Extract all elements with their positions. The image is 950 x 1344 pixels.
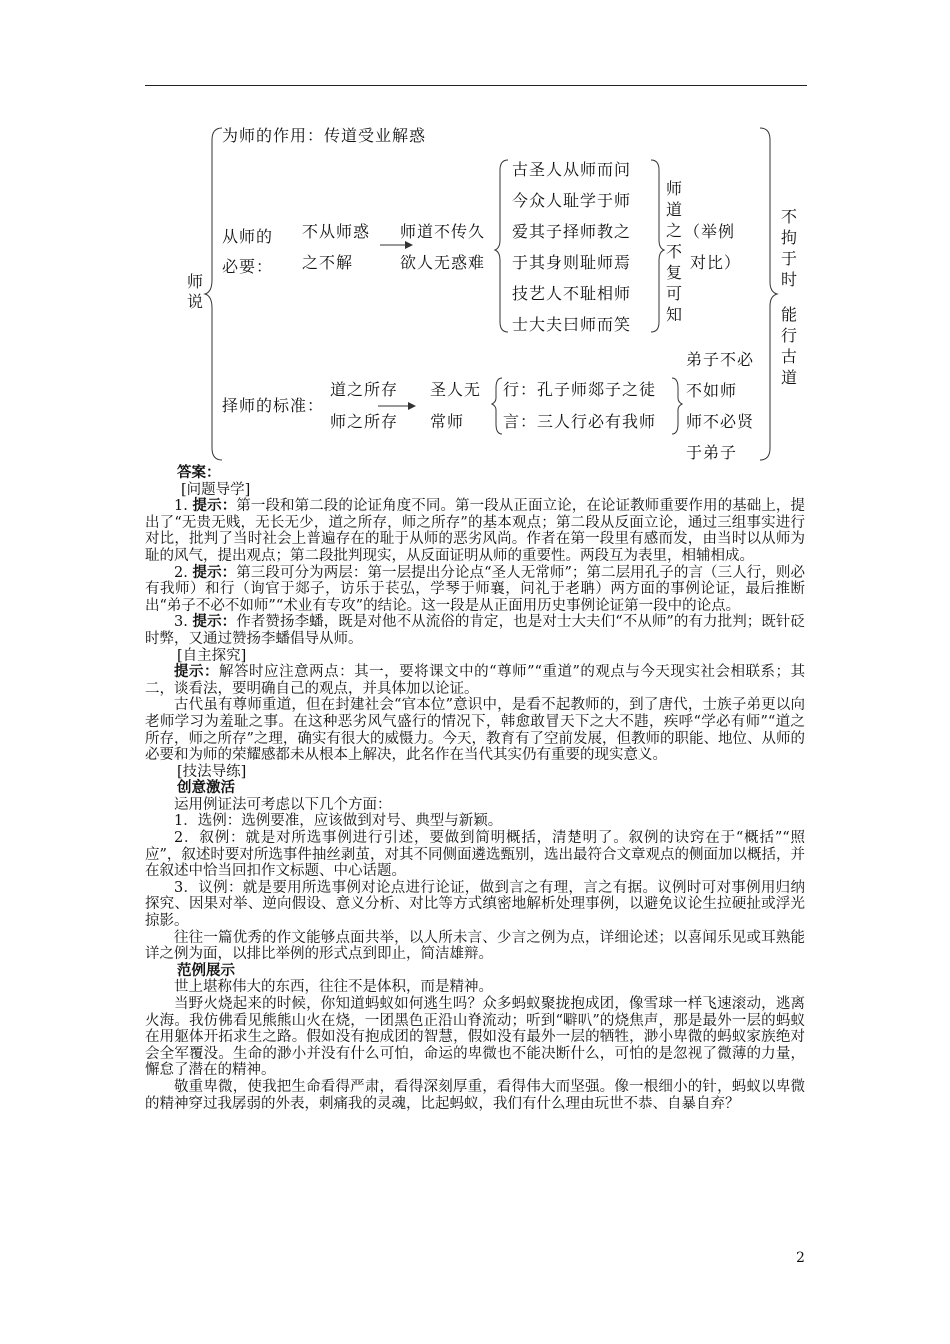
answer-3-number: 3. <box>174 614 193 631</box>
answer-3 <box>145 614 805 647</box>
sage-1: 圣人无 <box>430 380 482 399</box>
technique-3: 3．议例：就是要用所选事例对论点进行论证，做到言之有理，言之有据。议例时可对事例用归纳探究、因果对举、逆向假设、意义分析、对比等方式缜密地解析处理事例，以避免议论生拉硬扯或浮光掠影。 <box>145 879 805 930</box>
answer-2-hint: 提示： <box>192 563 237 581</box>
role-text: 为师的作用：传道受业解惑 <box>222 126 427 145</box>
subsection-title-activate: 创意激活 <box>177 779 235 797</box>
sage-2: 常师 <box>430 412 465 431</box>
root-label: 师说 <box>186 272 203 311</box>
answer-3-hint: 提示： <box>192 613 237 631</box>
necessity-label: 从师的必要： <box>222 227 274 276</box>
not-follow-2: 之不解 <box>302 253 354 272</box>
disciple-1: 弟子不必 <box>686 350 755 369</box>
explore-hint-text: 解答时应注意两点：其一，要将课文中的“尊师”“重道”的观点与今天现实社会相联系；其二，谈看法，要明确自己的观点，并具体加以论证。 <box>145 664 805 697</box>
example-paragraph-2: 当野火烧起来的时候，你知道蚂蚁如何逃生吗？众多蚂蚁聚拢抱成团，像雪球一样飞速滚动，逃离火海。我仿佛看见熊熊山火在烧，一团黑色正沿山脊流动；听到“噼叭”的烧焦声，那是最外一层的蚂蚁在用躯体开拓求生之路。假如没有抱成团的智慧，假如没有最外一层的牺牲，渺小卑微的蚂蚁家族绝对会全军覆没。生命的渺小并没有什么可怕，命运的卑微也不能决断什么，可怕的是忽视了微薄的力量，懈怠了潜在的精神。 <box>145 996 805 1079</box>
answer-2 <box>145 565 805 615</box>
example-5: 技艺人不耻相师 <box>512 284 632 303</box>
consequence-2: 欲人无惑难 <box>400 253 486 272</box>
not-follow-1: 不从师惑 <box>302 222 371 241</box>
answer-1-number: 1. <box>174 498 193 515</box>
example-6: 士大夫曰师而笑 <box>512 315 632 334</box>
example-paragraph-1: 世上堪称伟大的东西，往往不是体积，而是精神。 <box>174 979 493 996</box>
praise-1: 不拘于时 <box>780 207 797 289</box>
answers-title: 答案： <box>177 464 221 481</box>
deed-1: 行：孔子师郯子之徒 <box>503 380 657 399</box>
technique-2: 2．叙例：就是对所选事例进行引述，要做到简明概括，清楚明了。叙例的诀窍在于“概括”“照应”，叙述时要对所选事件抽丝剥茧，对其不同侧面遴选甄别，选出最符合文章观点的侧面加以概括，并在叙述中恰当回扣作文标题、中心话题。 <box>145 830 805 880</box>
consequence-1: 师道不传久 <box>400 222 486 241</box>
technique-summary: 往往一篇优秀的作文能够点面共举，以人所未言、少言之例为点，详细论述；以喜闻乐见或耳熟能详之例为面，以排比举例的形式点到即止，简洁雄辩。 <box>145 929 805 963</box>
section-title-problem: [问题导学] <box>181 481 251 498</box>
answer-1-text: 第一段和第二段的论证角度不同。第一段从正面立论，在论证教师重要作用的基础上，提出了“无贵无贱，无长无少，道之所存，师之所存”的基本观点；第二段从反面立论，通过三组事实进行对比，批判了当时社会上普遍存在的耻于从师的恶劣风尚。作者在第一段里有感而发，由当时以从师为耻的风气，提出观点；第二段批判现实，从反面证明从师的重要性。两段互为表里，相辅相成。 <box>145 498 806 564</box>
example-2: 今众人耻学于师 <box>512 191 632 210</box>
section-title-technique: [技法导练] <box>177 763 247 780</box>
disciple-3: 师不必贤 <box>686 412 755 431</box>
example-3: 爱其子择师教之 <box>512 222 632 241</box>
method-1: （举例 <box>684 222 736 241</box>
method-2: 对比） <box>690 253 742 272</box>
example-1: 古圣人从师而问 <box>512 160 632 179</box>
answer-3-text: 作者赞扬李蟠，既是对他不从流俗的肯定，也是对士大夫们“不从师”的有力批判；既针砭时弊，又通过赞扬李蟠倡导从师。 <box>145 614 806 647</box>
explore-paragraph: 古代虽有尊师重道，但在封建社会“官本位”意识中，是看不起教师的，到了唐代，士族子弟更以向老师学习为羞耻之事。在这种恶劣风气盛行的情况下，韩愈敢冒天下之大不韪，疾呼“学必有师”“道之所存，师之所存”之理，确实有很大的威慑力。今天，教育有了空前发展，但教师的职能、地位、从师的必要和为师的荣耀感都未从根本上解决，此名作在当代其实仍有重要的现实意义。 <box>145 697 805 764</box>
explore-hint-label: 提示： <box>174 663 220 681</box>
standard-line-2: 师之所存 <box>330 412 399 431</box>
conclusion-text: 师道之不复可知 <box>665 179 682 324</box>
standard-line-1: 道之所存 <box>330 380 399 399</box>
praise-2: 能行古道 <box>780 305 797 387</box>
page-number: 2 <box>796 1250 805 1266</box>
technique-1: 1．选例：选例要准，应该做到对号、典型与新颖。 <box>174 813 503 830</box>
answer-1 <box>145 498 805 564</box>
disciple-4: 于弟子 <box>686 443 738 462</box>
example-4: 于其身则耻师焉 <box>512 253 632 272</box>
example-paragraph-3: 敬重卑微，使我把生命看得严肃，看得深刻厚重，看得伟大而坚强。像一根细小的针，蚂蚁以卑微的精神穿过我孱弱的外表，刺痛我的灵魂，比起蚂蚁，我们有什么理由玩世不恭、自暴自弃？ <box>145 1078 805 1112</box>
explore-hint <box>145 664 805 697</box>
section-title-explore: [自主探究] <box>177 647 247 664</box>
answer-body <box>145 465 805 1112</box>
deed-2: 言：三人行必有我师 <box>503 412 657 431</box>
subsection-title-example: 范例展示 <box>177 961 235 979</box>
standard-label: 择师的标准： <box>222 396 325 415</box>
answer-2-text: 第三段可分为两层：第一层提出分论点“圣人无常师”；第二层用孔子的言（三人行，则必有我师）和行（询官于郯子，访乐于苌弘，学琴于师襄，问礼于老聃）两方面的事例论证，最后推断出“弟子不必不如师”“术业有专攻”的结论。这一段是从正面用历史事例论证第一段中的论点。 <box>145 564 806 614</box>
answer-1-hint: 提示： <box>192 497 237 515</box>
disciple-2: 不如师 <box>686 381 738 400</box>
answer-2-number: 2. <box>174 564 193 581</box>
technique-intro: 运用例证法可考虑以下几个方面： <box>174 796 392 813</box>
